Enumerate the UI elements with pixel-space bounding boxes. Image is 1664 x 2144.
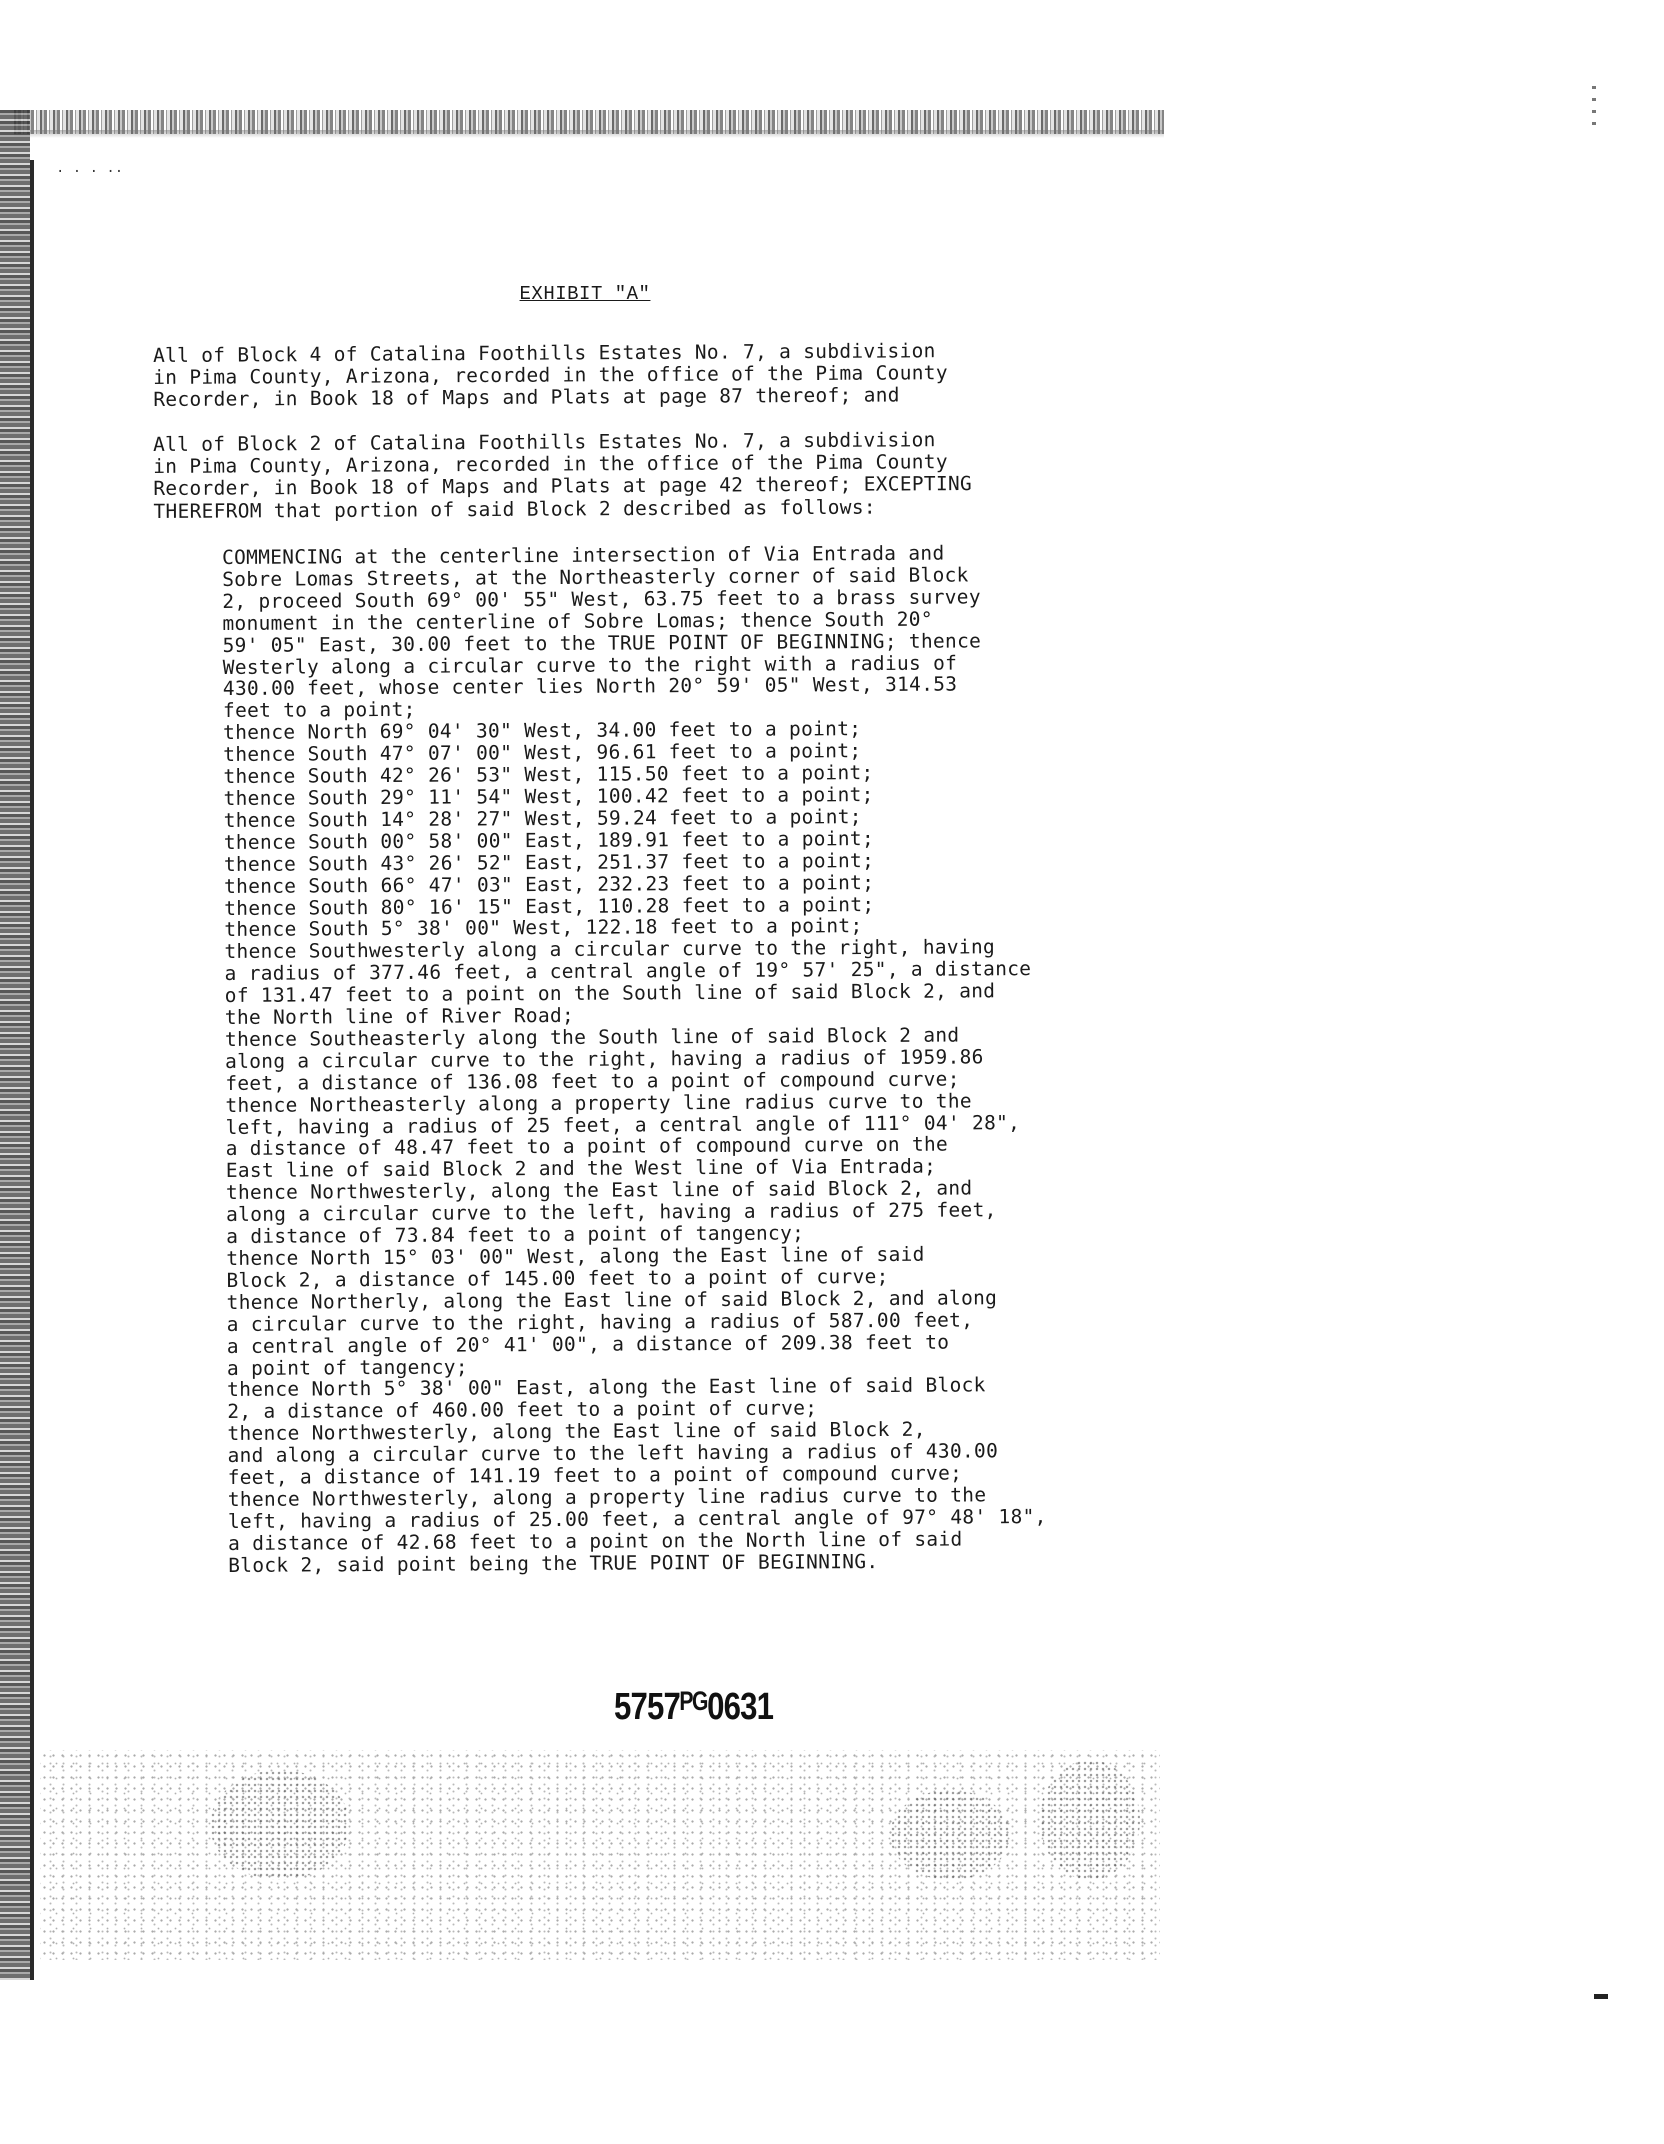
scan-left-edge-line [30, 160, 34, 1980]
scan-right-edge-marks [1592, 86, 1596, 126]
paragraph-block-2: All of Block 2 of Catalina Foothills Estates No. 7, a subdivision in Pima County, Arizona, recorded in the office of the Pima County Recorder, in Book 18 of Maps and Plats at page 42 thereof; EXCEPTING THEREFROM that portion of said Block 2 described as follows: [152, 428, 973, 523]
legal-description: COMMENCING at the centerline intersection of Via Entrada and Sobre Lomas Streets, at the Northeasterly corner of said Block 2, proceed South 69° 00' 55" West, 63.75 feet to a brass survey monument in the centerline of Sobre Lomas; thence South 20° 59' 05" East, 30.00 feet to the TRUE POINT OF BEGINNING; thence Westerly along a circular curve to the right with a radius of 430.00 feet, whose center lies North 20° 59' 05" West, 314.53 feet to a point; thence North 69° 04' 30" West, 34.00 feet to a point; thence South 47° 07' 00" West, 96.61 feet to a point; thence South 42° 26' 53" West, 115.50 feet to a point; thence South 29° 11' 54" West, 100.42 feet to a point; thence South 14° 28' 27" West, 59.24 feet to a point; thence South 00° 58' 00" East, 189.91 feet to a point; thence South 43° 26' 52" East, 251.37 feet to a point; thence South 66° 47' 03" East, 232.23 feet to a point; thence South 80° 16' 15" East, 110.28 feet to a point; thence South 5° 38' 00" West, 122.18 feet to a point; thence Southwesterly along a circular curve to the right, having a radius of 377.46 feet, a central angle of 19° 57' 25", a distance of 131.47 feet to a point on the South line of said Block 2, and the North line of River Road; thence Southeasterly along the South line of said Block 2 and along a circular curve to the right, having a radius of 1959.86 feet, a distance of 136.08 feet to a point of compound curve; thence Northeasterly along a property line radius curve to the left, having a radius of 25 feet, a central angle of 111° 04' 28", a distance of 48.47 feet to a point of compound curve on the East line of said Block 2 and the West line of Via Entrada; thence Northwesterly, along the East line of said Block 2, and along a circular curve to the left, having a radius of 275 feet, a distance of 73.84 feet to a point of tangency; thence North 15° 03' 00" West, along the East line of said Block 2, a distance of 145.00 feet to a point of curve; thence Northerly, along the East line of said Block 2, and along a circular curve to the right, having a radius of 587.00 feet, a central angle of 20° 41' 00", a distance of 209.38 feet to a point of tangency; thence North 5° 38' 00" East, along the East line of said Block 2, a distance of 460.00 feet to a point of curve; thence Northwesterly, along the East line of said Block 2, and along a circular curve to the left having a radius of 430.00 feet, a distance of 141.19 feet to a point of compound curve; thence Northwesterly, along a property line radius curve to the left, having a radius of 25.00 feet, a central angle of 97° 48' 18", a distance of 42.68 feet to a point on the North line of said Block 2, said point being the TRUE POINT OF BEGINNING. [221, 541, 1047, 1577]
scan-noise-cluster [210, 1770, 350, 1880]
scan-right-mark [1594, 1994, 1608, 1999]
scan-noise-cluster [1040, 1760, 1140, 1880]
scan-left-edge-artifact [0, 110, 30, 1980]
recording-stamp: 5757ᴾᴳ0631 [614, 1686, 774, 1728]
corner-marks: · · · ·· [56, 164, 124, 180]
paragraph-block-4: All of Block 4 of Catalina Foothills Estates No. 7, a subdivision in Pima County, Arizona, recorded in the office of the Pima County Recorder, in Book 18 of Maps and Plats at page 87 thereof; and [152, 339, 948, 412]
scan-top-edge-fade [14, 130, 1164, 138]
scan-noise-cluster [890, 1790, 1010, 1880]
document-title: EXHIBIT "A" [519, 283, 651, 305]
